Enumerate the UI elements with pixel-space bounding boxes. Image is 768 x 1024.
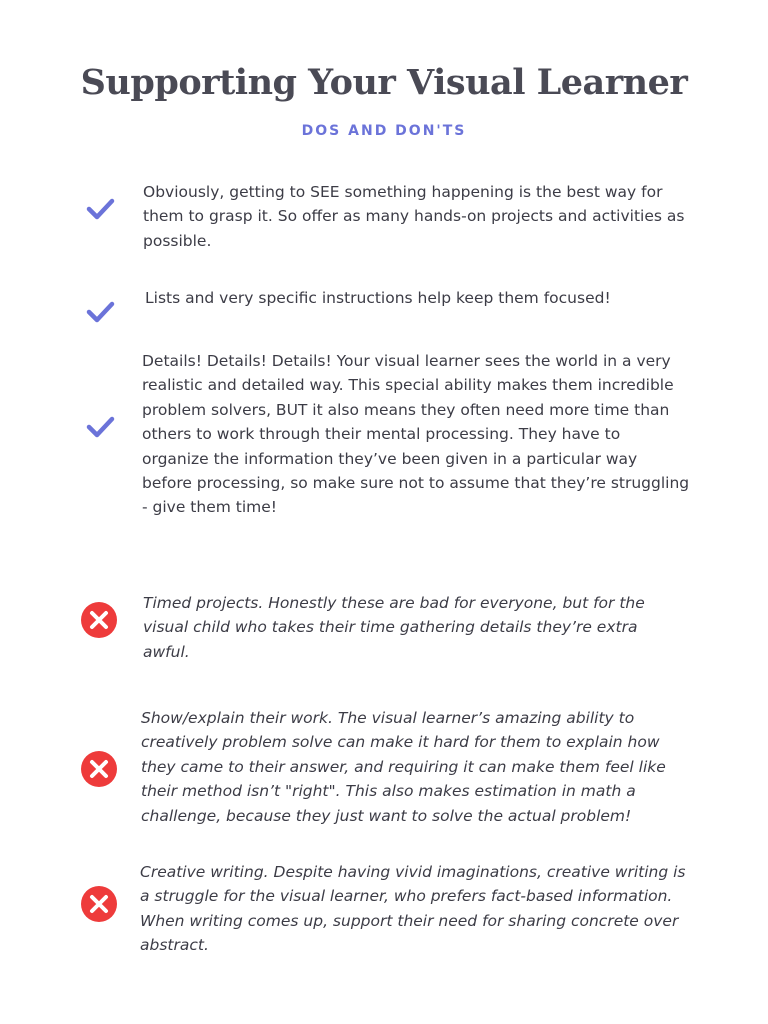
check-icon — [81, 293, 119, 331]
check-icon — [81, 190, 119, 228]
x-circle-icon — [80, 750, 118, 788]
page-subtitle: DOS AND DON'TS — [301, 123, 467, 139]
do-item-1-text: Obviously, getting to SEE something happening is the best way for them to grasp it. So offer as many hands-on projects and activities as possible. — [143, 183, 685, 250]
do-item-3-text: Details! Details! Details! Your visual learner sees the world in a very realistic and detailed way. This special ability makes them incredible problem solvers, BUT it also means they often need more time than others to work through their mental processing. They have to organize the information they’ve been given in a particular way before processing, so make sure not to assume that they’re struggling - give them time! — [142, 352, 690, 517]
dont-item-2-text: Show/explain their work. The visual learner’s amazing ability to creatively problem solve can make it hard for them to explain how they came to their answer, and requiring it can make them feel like their method isn’t "right". This also makes estimation in math a challenge, because they just want to solve the actual problem! — [141, 709, 666, 825]
x-circle-icon — [80, 601, 118, 639]
dont-item-1-text: Timed projects. Honestly these are bad for everyone, but for the visual child who takes their time gathering details they’re extra awful. — [143, 594, 645, 661]
check-icon — [81, 408, 119, 446]
x-circle-icon — [80, 885, 118, 923]
do-item-2-text: Lists and very specific instructions help keep them focused! — [145, 289, 611, 307]
dont-item-3-text: Creative writing. Despite having vivid imaginations, creative writing is a struggle for the visual learner, who prefers fact-based information. When writing comes up, support their need for sharing concrete over abstract. — [140, 863, 686, 955]
page-title: Supporting Your Visual Learner — [80, 62, 688, 103]
